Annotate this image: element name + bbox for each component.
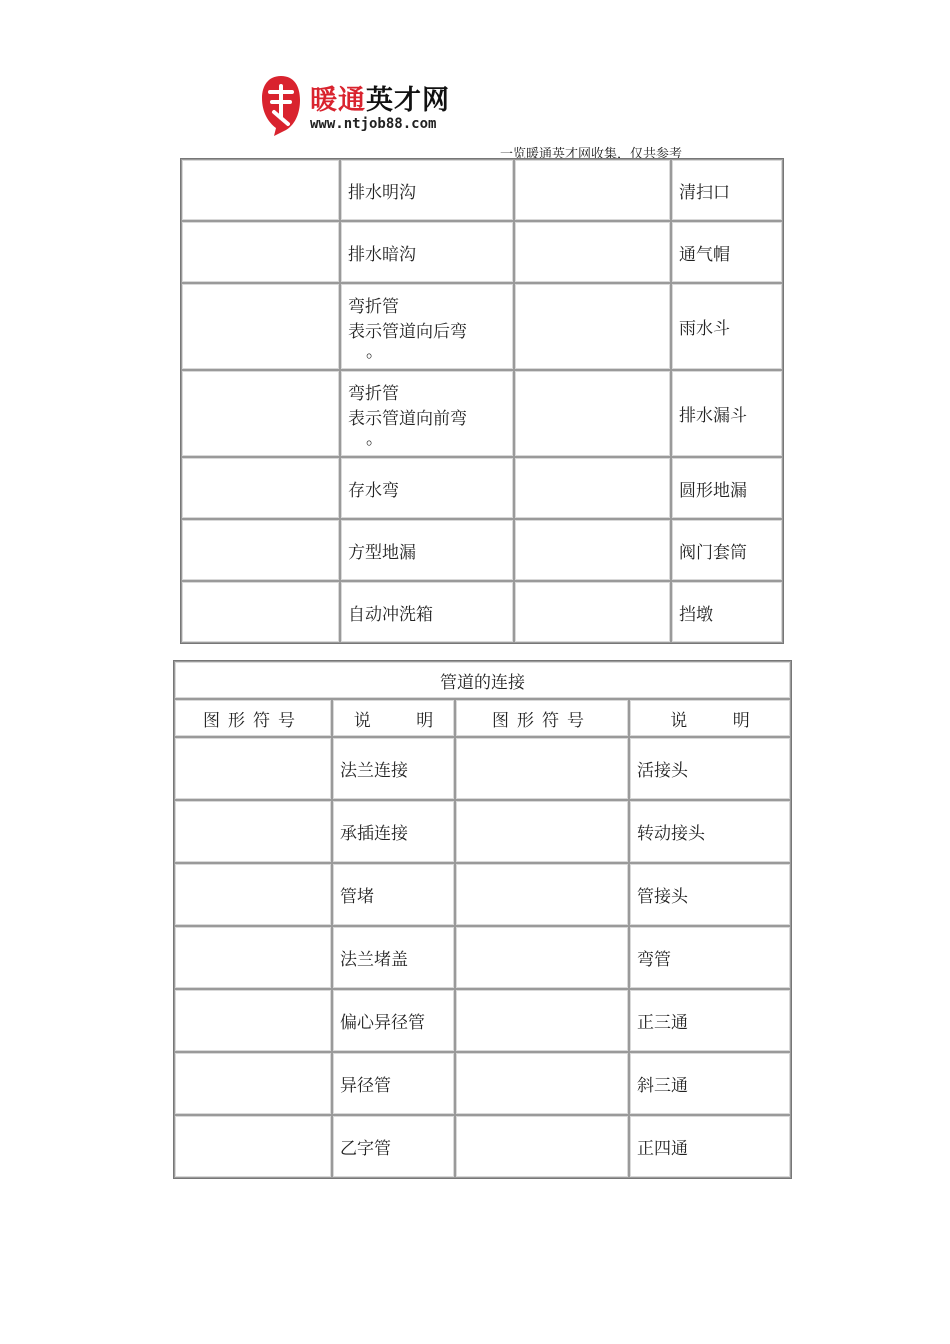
symbol-cell (174, 989, 332, 1052)
table-row (181, 457, 783, 519)
symbol-cell (174, 800, 332, 863)
logo-title-black: 英才网 (366, 85, 450, 116)
description-cell: 转动接头 (629, 800, 791, 863)
description-cell: 正三通 (629, 989, 791, 1052)
symbol-cell (181, 519, 340, 581)
symbol-cell (455, 1115, 629, 1178)
table-row (174, 800, 791, 863)
description-cell: 方型地漏 (340, 519, 514, 581)
source-note: 一览暖通英才网收集，仅共参考 (500, 147, 683, 162)
description-cell: 自动冲洗箱 (340, 581, 514, 643)
table-row (174, 989, 791, 1052)
table-caption-row (174, 661, 791, 699)
table-caption: 管道的连接 (174, 661, 791, 699)
drainage-symbols-table (180, 158, 784, 644)
table-row (181, 581, 783, 643)
description-cell: 存水弯 (340, 457, 514, 519)
description-cell: 管接头 (629, 863, 791, 926)
description-cell: 阀门套筒 (671, 519, 783, 581)
pipe-connection-table (173, 660, 792, 1179)
symbol-cell (514, 221, 671, 283)
symbol-cell (181, 159, 340, 221)
description-cell: 承插连接 (332, 800, 455, 863)
symbol-cell (181, 370, 340, 457)
header-symbol: 图形符号 (455, 699, 629, 737)
description-cell: 法兰连接 (332, 737, 455, 800)
table-row (181, 283, 783, 370)
symbol-cell (455, 737, 629, 800)
logo-title (310, 78, 450, 117)
symbol-cell (455, 1052, 629, 1115)
description-cell: 乙字管 (332, 1115, 455, 1178)
header-description: 说 明 (332, 699, 455, 737)
table-header-row (174, 699, 791, 737)
symbol-cell (455, 800, 629, 863)
table-row (181, 221, 783, 283)
symbol-cell (174, 926, 332, 989)
symbol-cell (514, 283, 671, 370)
description-cell: 弯管 (629, 926, 791, 989)
table-row (174, 926, 791, 989)
symbol-cell (174, 863, 332, 926)
description-cell: 雨水斗 (671, 283, 783, 370)
symbol-cell (514, 370, 671, 457)
logo-url: www.ntjob88.com (310, 116, 437, 132)
description-cell: 正四通 (629, 1115, 791, 1178)
table-row (174, 1052, 791, 1115)
description-cell: 挡墩 (671, 581, 783, 643)
table-row (174, 863, 791, 926)
description-line: 表示管道向后弯 (348, 321, 467, 342)
symbol-cell (181, 283, 340, 370)
site-logo (258, 72, 488, 142)
symbol-cell (174, 1115, 332, 1178)
description-line: 。 (366, 428, 383, 449)
description-cell: 清扫口 (671, 159, 783, 221)
description-cell: 排水明沟 (340, 159, 514, 221)
description-line: 弯折管 (348, 383, 399, 404)
table-row (174, 737, 791, 800)
header-symbol: 图形符号 (174, 699, 332, 737)
description-line: 表示管道向前弯 (348, 408, 467, 429)
symbol-cell (514, 159, 671, 221)
table-row (174, 1115, 791, 1178)
description-cell: 偏心异径管 (332, 989, 455, 1052)
description-cell: 圆形地漏 (671, 457, 783, 519)
description-cell: 管堵 (332, 863, 455, 926)
description-cell: 活接头 (629, 737, 791, 800)
symbol-cell (174, 1052, 332, 1115)
logo-title-red: 暖通 (310, 85, 366, 116)
description-line: 弯折管 (348, 296, 399, 317)
description-cell (340, 370, 514, 457)
symbol-cell (455, 926, 629, 989)
description-cell: 排水暗沟 (340, 221, 514, 283)
description-cell: 通气帽 (671, 221, 783, 283)
table-row (181, 159, 783, 221)
symbol-cell (181, 221, 340, 283)
symbol-cell (514, 519, 671, 581)
symbol-cell (455, 989, 629, 1052)
symbol-cell (181, 457, 340, 519)
symbol-cell (174, 737, 332, 800)
description-cell: 法兰堵盖 (332, 926, 455, 989)
header-description: 说 明 (629, 699, 791, 737)
symbol-cell (514, 457, 671, 519)
description-line: 。 (366, 341, 383, 362)
symbol-cell (514, 581, 671, 643)
description-cell: 斜三通 (629, 1052, 791, 1115)
symbol-cell (181, 581, 340, 643)
description-cell: 排水漏斗 (671, 370, 783, 457)
description-cell: 异径管 (332, 1052, 455, 1115)
logo-mark-icon (258, 72, 304, 138)
table-row (181, 519, 783, 581)
description-cell (340, 283, 514, 370)
symbol-cell (455, 863, 629, 926)
table-row (181, 370, 783, 457)
